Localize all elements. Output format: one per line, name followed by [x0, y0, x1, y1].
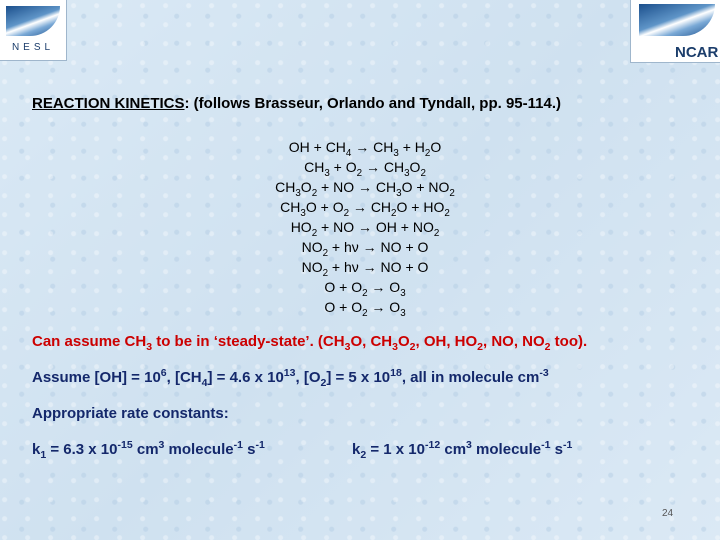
concentration-assumption: Assume $[OH] = 10^6$, $[CH_4] = 4.6$ x $10^{13}$, $[O_2] = 5$ x $10^{18}$, all in molecule $cm^{-3}$ — [32, 367, 549, 389]
reaction-7: $NO_2 + h\nu$ → NO + O — [301, 259, 429, 279]
heading-reference: : (follows Brasseur, Orlando and Tyndall, pp. 95-114.) — [184, 95, 561, 112]
reaction-3: $CH_3O_2$ + NO → $CH_3O + NO_2$ — [275, 179, 455, 199]
nesl-swoosh-icon — [6, 6, 60, 36]
reaction-6: $NO_2 + h\nu$ → NO + O — [301, 239, 429, 259]
ncar-swoosh-icon — [639, 4, 715, 36]
rate-constant-k1: $k_1 = 6.3$ x $10^{-15}$ $cm^3$ molecule$^{-1}$ $s^{-1}$ — [32, 439, 265, 461]
rate-constant-k2: $k_2 = 1$ x $10^{-12}$ $cm^3$ molecule$^{-1}$ $s^{-1}$ — [352, 439, 573, 461]
steady-state-note: Can assume $CH_3$ to be in ‘steady-state’. ($CH_3O$, $CH_3O_2$, OH, $HO_2$, NO, $NO_2$ too). — [32, 333, 588, 353]
reaction-8: $O + O_2 \to O_3$ — [324, 279, 406, 299]
reaction-list — [200, 137, 530, 317]
reaction-4: $CH_3O + O_2 \to CH_2O + HO_2$ — [280, 199, 450, 219]
ncar-logo — [630, 0, 720, 63]
heading-label: REACTION KINETICS — [32, 95, 185, 112]
slide-heading — [32, 95, 561, 112]
reaction-9: $O + O_2 \to O_3$ — [324, 299, 406, 319]
reaction-5: $HO_2$ + NO → OH + $NO_2$ — [290, 219, 440, 239]
nesl-logo — [0, 0, 67, 61]
ncar-logo-text: NCAR — [675, 44, 719, 61]
nesl-logo-text: NESL — [11, 42, 55, 53]
rate-constants-heading: Appropriate rate constants: — [32, 405, 229, 422]
reaction-1: OH + $CH_4 \to CH_3 + H_2O$ — [288, 139, 442, 159]
reaction-2: $CH_3 + O_2 \to CH_3O_2$ — [304, 159, 426, 179]
page-number: 24 — [662, 508, 674, 519]
